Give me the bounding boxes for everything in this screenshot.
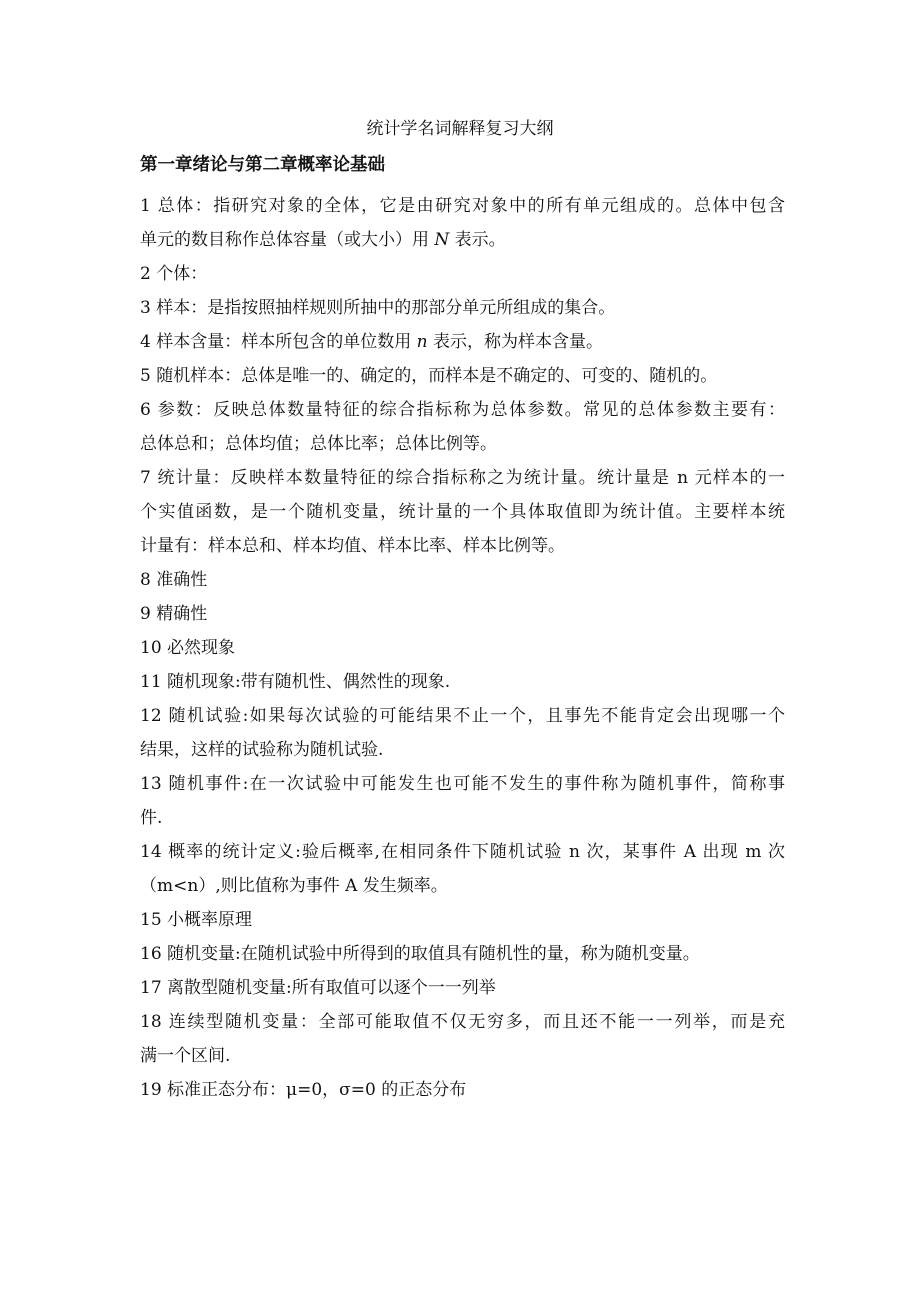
text-line <box>140 223 785 257</box>
text-segment: 表示，称为样本含量。 <box>427 332 603 352</box>
text-line: 11 随机现象:带有随机性、偶然性的现象. <box>140 672 451 692</box>
text-line: 13 随机事件:在一次试验中可能发生也可能不发生的事件称为随机事件，简称事 <box>140 774 785 794</box>
text-line: 8 准确性 <box>140 570 208 590</box>
text-line: 总体总和；总体均值；总体比率；总体比例等。 <box>140 434 497 454</box>
text-line: 19 标准正态分布：μ=0，σ=0 的正态分布 <box>140 1080 467 1100</box>
text-line: 12 随机试验:如果每次试验的可能结果不止一个，且事先不能肯定会出现哪一个 <box>140 706 785 726</box>
text-segment: 4 样本含量：样本所包含的单位数用 <box>140 332 417 352</box>
text-line: （m<n）,则比值称为事件 A 发生频率。 <box>140 876 448 896</box>
document-body <box>140 189 785 1107</box>
text-line: 15 小概率原理 <box>140 910 253 930</box>
text-line: 2 个体： <box>140 264 208 284</box>
text-line: 14 概率的统计定义:验后概率,在相同条件下随机试验 n 次，某事件 A 出现 m 次 <box>140 842 785 862</box>
text-line: 17 离散型随机变量:所有取值可以逐个一一列举 <box>140 978 496 998</box>
text-line: 16 随机变量:在随机试验中所得到的取值具有随机性的量，称为随机变量。 <box>140 944 700 964</box>
text-line: 3 样本：是指按照抽样规则所抽中的那部分单元所组成的集合。 <box>140 298 616 318</box>
text-line: 结果，这样的试验称为随机试验. <box>140 740 384 760</box>
text-line: 满一个区间. <box>140 1046 231 1066</box>
math-symbol: n <box>416 332 428 352</box>
chapter-heading: 第一章绪论与第二章概率论基础 <box>140 155 385 175</box>
text-line: 件. <box>140 808 163 828</box>
text-line: 1 总体：指研究对象的全体，它是由研究对象中的所有单元组成的。总体中包含 <box>140 196 785 216</box>
math-symbol: N <box>434 230 450 250</box>
text-line: 10 必然现象 <box>140 638 236 658</box>
text-line: 6 参数：反映总体数量特征的综合指标称为总体参数。常见的总体参数主要有： <box>140 400 785 420</box>
text-segment: 表示。 <box>449 230 506 250</box>
document-title: 统计学名词解释复习大纲 <box>366 119 554 139</box>
text-line: 9 精确性 <box>140 604 208 624</box>
text-line: 5 随机样本：总体是唯一的、确定的，而样本是不确定的、可变的、随机的。 <box>140 366 718 386</box>
text-line: 个实值函数，是一个随机变量，统计量的一个具体取值即为统计值。主要样本统 <box>140 502 785 522</box>
text-line <box>140 325 785 359</box>
text-segment: 单元的数目称作总体容量（或大小）用 <box>140 230 435 250</box>
text-line: 18 连续型随机变量：全部可能取值不仅无穷多，而且还不能一一列举，而是充 <box>140 1012 785 1032</box>
text-line: 计量有：样本总和、样本均值、样本比率、样本比例等。 <box>140 536 565 556</box>
text-line: 7 统计量：反映样本数量特征的综合指标称之为统计量。统计量是 n 元样本的一 <box>140 468 785 488</box>
